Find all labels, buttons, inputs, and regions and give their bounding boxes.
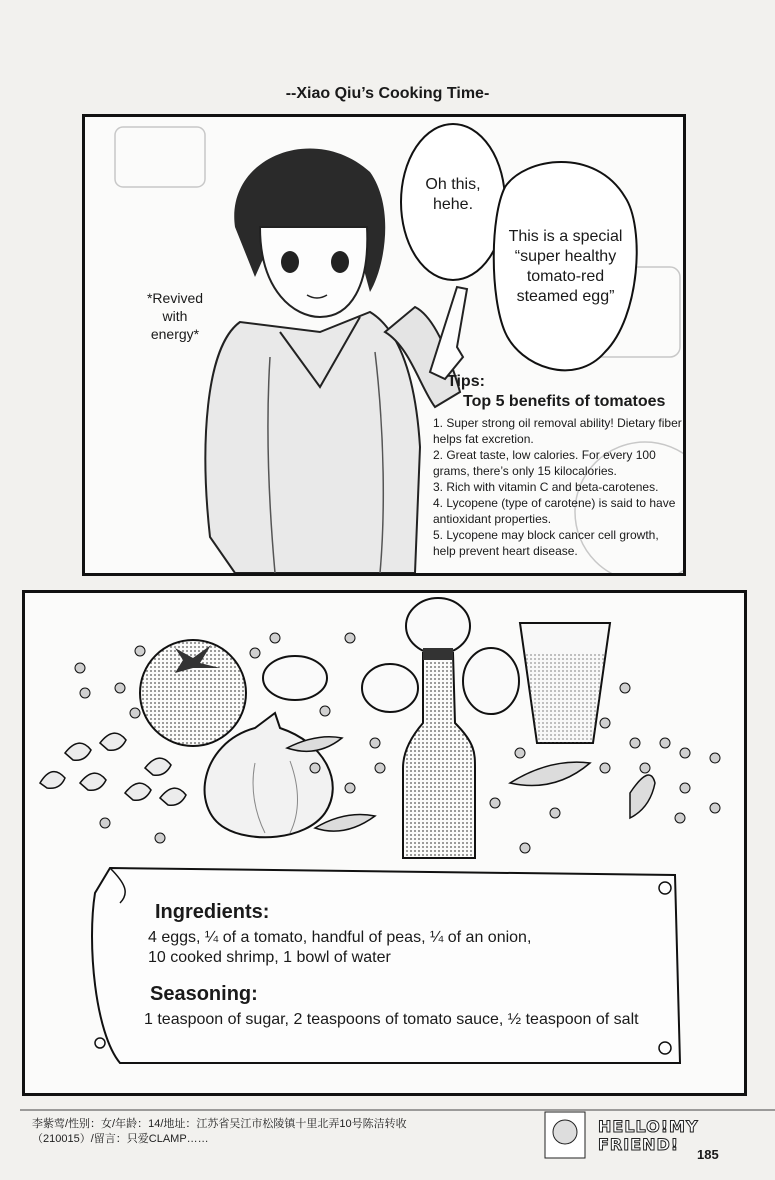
tip-item: 4. Lycopene (type of carotene) is said to have antioxidant properties. <box>433 496 676 526</box>
tip-item: 5. Lycopene may block cancer cell growth, help prevent heart disease. <box>433 528 659 558</box>
bubble-1-line: Oh this, <box>425 176 481 193</box>
seasoning-list: 1 teaspoon of sugar, 2 teaspoons of tomato sauce, ½ teaspoon of salt <box>144 1011 639 1028</box>
bubble-2-line: “super healthy <box>514 248 617 265</box>
ingredients-line: 10 cooked shrimp, 1 bowl of water <box>148 949 391 966</box>
water-glass-drawing <box>520 623 610 743</box>
tip-item: 2. Great taste, low calories. For every 100 grams, there’s only 15 kilocalories. <box>433 448 656 478</box>
bubble-2-line: This is a special <box>508 228 623 245</box>
bubble-1-text <box>407 175 499 215</box>
bottom-panel <box>22 590 747 1096</box>
shrimp-drawing <box>40 733 186 805</box>
ingredients-line: 4 eggs, ¼ of a tomato, handful of peas, ¼ of an onion, <box>148 929 532 946</box>
narration-text <box>135 289 215 343</box>
scroll-pin-icon <box>95 1038 105 1048</box>
tip-item: 1. Super strong oil removal ability! Dietary fiber helps fat excretion. <box>433 416 682 446</box>
ingredients-list <box>148 928 708 968</box>
tips-box <box>433 373 683 559</box>
tips-subheading: Top 5 benefits of tomatoes <box>463 393 666 410</box>
tips-heading: Tips: <box>447 373 485 390</box>
footer-line: 李紫莺/性别：女/年龄：14/地址：江苏省吴江市松陵镇十里北弄10号陈洁转收 <box>32 1118 407 1130</box>
page-number: 185 <box>697 1147 719 1162</box>
top-panel <box>82 114 686 576</box>
tips-list <box>433 415 683 559</box>
page-title: --Xiao Qiu’s Cooking Time- <box>285 85 490 102</box>
bubble-2-text <box>483 227 648 307</box>
seasoning-heading: Seasoning: <box>150 983 258 1005</box>
logo-line: HELLO!MY <box>598 1117 699 1136</box>
narration-line: with <box>162 308 188 324</box>
footer-line: （210015）/留言：只爱CLAMP…… <box>32 1133 209 1145</box>
ingredients-heading: Ingredients: <box>155 901 270 923</box>
bubble-2-line: tomato-red <box>526 268 605 285</box>
narration-line: energy* <box>150 326 200 342</box>
eggs-drawing <box>263 598 519 714</box>
tomato-drawing <box>140 640 246 746</box>
narration-line: *Revived <box>146 290 204 306</box>
footer-reader-info <box>32 1117 547 1147</box>
logo-line: FRIEND! <box>598 1135 680 1154</box>
bubble-2-line: steamed egg” <box>516 288 615 305</box>
bubble-1-line: hehe. <box>432 196 474 213</box>
tip-item: 3. Rich with vitamin C and beta-carotenes. <box>433 480 659 494</box>
